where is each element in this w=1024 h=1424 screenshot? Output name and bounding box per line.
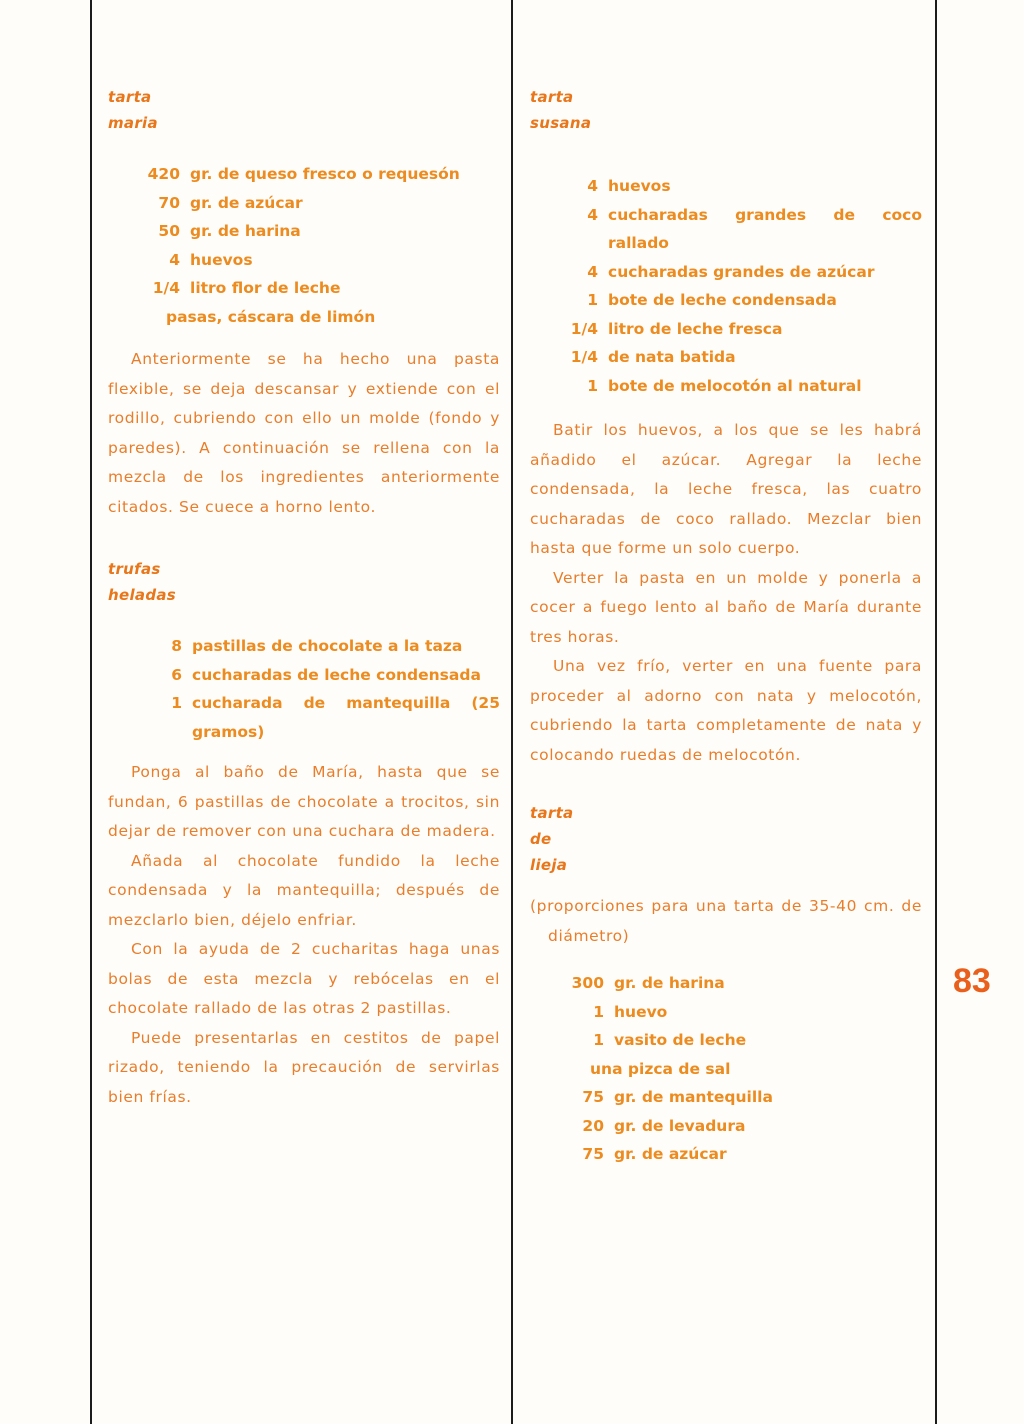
recipe-note: (proporciones para una tarta de 35-40 cm. de diámetro)	[530, 897, 922, 945]
ingredient-text: huevos	[190, 250, 253, 269]
ingredient-item	[530, 286, 922, 315]
ingredient-text: de nata batida	[608, 348, 736, 366]
ingredient-quantity: 4	[587, 262, 598, 281]
ingredient-quantity: 1/4	[570, 348, 598, 366]
ingredient-item	[108, 689, 500, 746]
ingredient-quantity: 1	[593, 1031, 604, 1049]
ingredient-item	[530, 1140, 840, 1169]
recipe-paragraph: Puede presentarlas en cestitos de papel rizado, teniendo la precaución de servirlas bien frías.	[108, 1028, 500, 1106]
recipe-tarta-susana	[530, 84, 922, 770]
ingredient-quantity: 420	[147, 165, 180, 183]
ingredient-item	[530, 1112, 840, 1141]
recipe-tarta-de-lieja	[530, 800, 922, 1169]
ingredient-item	[530, 343, 922, 372]
recipe-title: tarta maria	[108, 88, 158, 132]
ingredient-item	[530, 998, 840, 1027]
ingredient-list	[108, 160, 500, 331]
ingredient-item	[530, 1055, 840, 1084]
ingredient-text: vasito de leche	[614, 1031, 747, 1049]
recipe-title: trufas heladas	[108, 560, 177, 604]
recipe-paragraph: Ponga al baño de María, hasta que se fundan, 6 pastillas de chocolate a trocitos, sin dejar de remover con una cuchara de madera.	[108, 763, 500, 840]
page-number: 83	[953, 962, 991, 1000]
right-column	[530, 84, 922, 1169]
ingredient-item	[108, 246, 500, 275]
ingredient-text: cucharada de mantequilla (25 gramos)	[192, 694, 500, 741]
recipe-title: tarta susana	[530, 88, 592, 132]
ingredient-text: gr. de harina	[190, 222, 301, 240]
recipe-title: tarta de lieja	[530, 804, 574, 874]
ingredient-quantity: 50	[158, 222, 180, 240]
ingredient-text: gr. de levadura	[614, 1116, 746, 1135]
left-column	[108, 84, 500, 1112]
ingredient-item	[108, 217, 500, 246]
ingredient-quantity: 1	[587, 376, 598, 395]
ingredient-text: huevo	[614, 1002, 668, 1021]
ingredient-list	[108, 632, 500, 746]
ingredient-item	[530, 1083, 840, 1112]
recipe-paragraph: Con la ayuda de 2 cucharitas haga unas bolas de esta mezcla y rebócelas en el chocolate rallado de las otras 2 pastillas.	[108, 940, 500, 1017]
ingredient-quantity: 1/4	[570, 319, 598, 338]
ingredient-item	[108, 303, 500, 332]
recipe-tarta-maria	[108, 84, 500, 522]
ingredient-item	[108, 274, 500, 303]
ingredient-quantity: 6	[171, 665, 182, 684]
ingredient-item	[530, 258, 922, 287]
column-rule-left	[90, 0, 92, 1424]
ingredient-text: huevos	[608, 177, 671, 195]
ingredient-quantity: 1	[587, 291, 598, 309]
ingredient-quantity: 75	[582, 1145, 604, 1163]
recipe-paragraph: Batir los huevos, a los que se les habrá añadido el azúcar. Agregar la leche condensada, la leche fresca, las cuatro cucharadas de coco rallado. Mezclar bien hasta que forme un solo cuerpo.	[530, 421, 922, 557]
ingredient-text: gr. de azúcar	[614, 1145, 727, 1163]
recipe-instructions: Anteriormente se ha hecho una pasta flexible, se deja descansar y extiende con el rodillo, cubriendo con ello un molde (fondo y paredes). A continuación se rellena con la mezcla de los ingredientes anteriormente citados. Se cuece a horno lento.	[108, 350, 500, 516]
ingredient-item	[530, 969, 840, 998]
ingredient-text: una pizca de sal	[590, 1059, 731, 1078]
ingredient-text: bote de melocotón al natural	[608, 376, 862, 395]
ingredient-text: cucharadas grandes de azúcar	[608, 262, 875, 281]
recipe-paragraph: Verter la pasta en un molde y ponerla a cocer a fuego lento al baño de María durante tres horas.	[530, 568, 922, 646]
ingredient-quantity: 8	[171, 637, 182, 655]
ingredient-item	[530, 1026, 840, 1055]
ingredient-item	[108, 160, 500, 189]
column-rule-center	[511, 0, 513, 1424]
ingredient-item	[530, 372, 922, 401]
recipe-trufas-heladas	[108, 556, 500, 1112]
ingredient-quantity: 4	[587, 177, 598, 195]
ingredient-quantity: 4	[169, 250, 180, 269]
ingredient-text: pasas, cáscara de limón	[166, 307, 376, 326]
ingredient-item	[108, 189, 500, 218]
ingredient-text: litro flor de leche	[190, 279, 341, 297]
ingredient-list	[530, 172, 922, 400]
ingredient-item	[530, 201, 922, 258]
ingredient-text: pastillas de chocolate a la taza	[192, 637, 463, 655]
ingredient-text: gr. de queso fresco o requesón	[190, 165, 460, 183]
ingredient-item	[108, 632, 500, 661]
ingredient-text: gr. de harina	[614, 974, 725, 992]
recipe-paragraph: Una vez frío, verter en una fuente para proceder al adorno con nata y melocotón, cubriendo la tarta completamente de nata y colocando ruedas de melocotón.	[530, 657, 922, 764]
ingredient-quantity: 75	[582, 1088, 604, 1106]
ingredient-item	[108, 661, 500, 690]
column-rule-right	[935, 0, 937, 1424]
ingredient-quantity: 1	[593, 1002, 604, 1021]
ingredient-quantity: 4	[587, 205, 598, 224]
ingredient-quantity: 70	[158, 193, 180, 212]
ingredient-list	[530, 969, 840, 1169]
recipe-paragraph: Añada al chocolate fundido la leche condensada y la mantequilla; después de mezclarlo bien, déjelo enfriar.	[108, 851, 500, 929]
ingredient-quantity: 1/4	[152, 279, 180, 297]
ingredient-quantity: 1	[171, 694, 182, 712]
ingredient-text: litro de leche fresca	[608, 319, 783, 338]
ingredient-text: bote de leche condensada	[608, 291, 837, 309]
ingredient-item	[530, 172, 922, 201]
ingredient-text: gr. de mantequilla	[614, 1088, 773, 1106]
ingredient-quantity: 20	[582, 1116, 604, 1135]
ingredient-item	[530, 315, 922, 344]
ingredient-quantity: 300	[571, 974, 604, 992]
ingredient-text: cucharadas grandes de coco rallado	[608, 205, 922, 252]
ingredient-text: gr. de azúcar	[190, 193, 303, 212]
ingredient-text: cucharadas de leche condensada	[192, 665, 481, 684]
